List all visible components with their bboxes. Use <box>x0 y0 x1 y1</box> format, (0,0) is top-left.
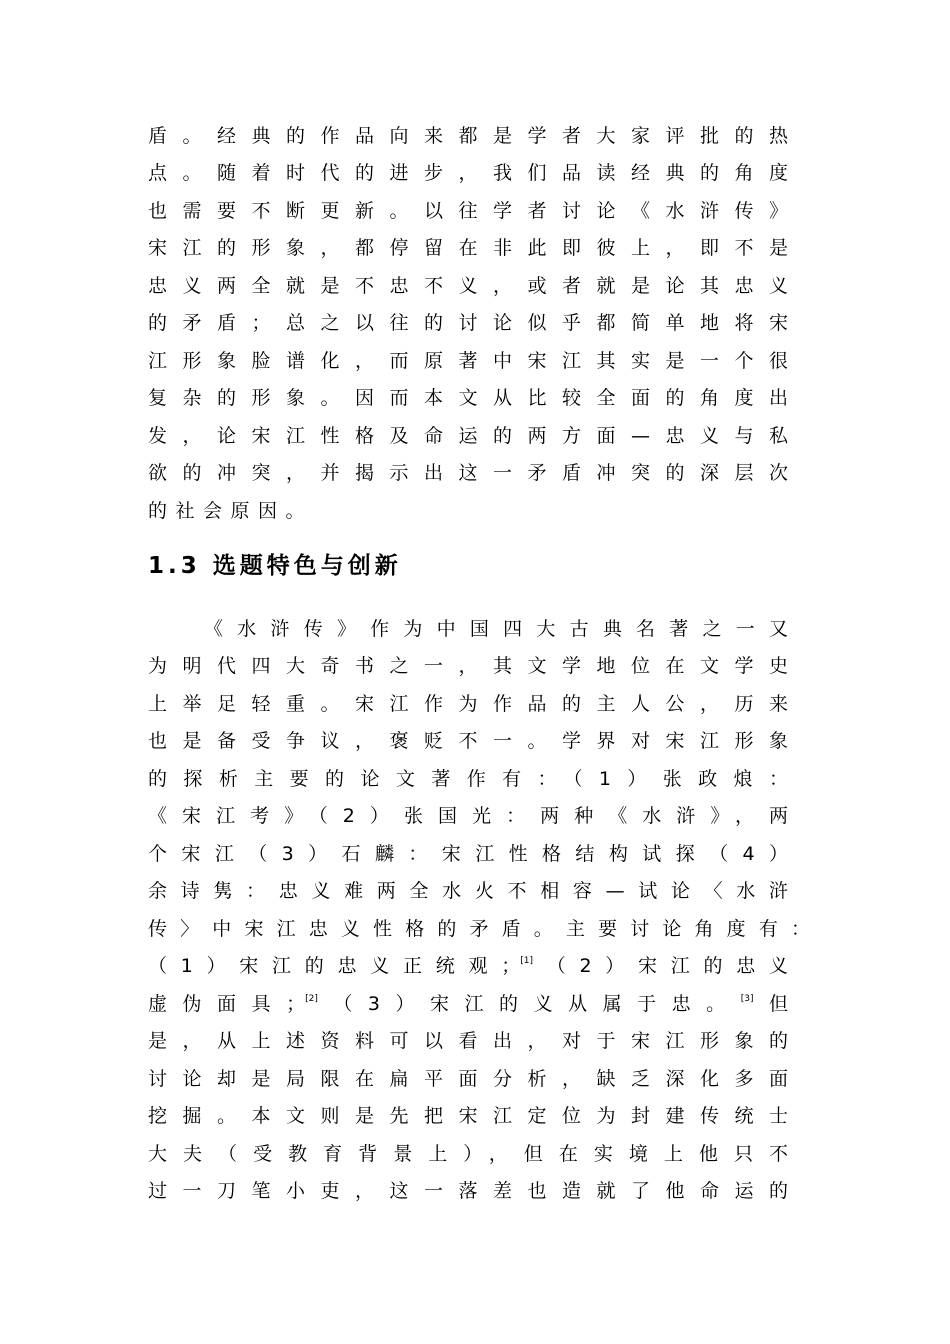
section-title: 选题特色与创新 <box>212 553 402 579</box>
paragraph-line: 点。随着时代的进步，我们品读经典的角度 <box>148 162 788 184</box>
paragraph-line: 忠义两全就是不忠不义，或者就是论其忠义 <box>148 275 788 297</box>
paragraph-line: 的矛盾；总之以往的讨论似乎都简单地将宋 <box>148 312 788 334</box>
paragraph-line: 盾。经典的作品向来都是学者大家评批的热 <box>148 125 788 147</box>
paragraph-line: 传〉中宋江忠义性格的矛盾。主要讨论角度有： <box>148 918 810 940</box>
paragraph-line: 个宋江（3）石麟：宋江性格结构试探（4） <box>148 843 788 865</box>
paragraph-line: 也是备受争议，褒贬不一。学界对宋江形象 <box>148 730 788 752</box>
text-run: 虚伪面具； <box>148 993 306 1015</box>
paragraph-line: 复杂的形象。因而本文从比较全面的角度出 <box>148 387 788 409</box>
text-run: （3）宋江的义从属于忠。 <box>317 993 741 1015</box>
text-run: （1）宋江的忠义正统观； <box>148 955 521 977</box>
paragraph-line: 《宋江考》（2）张国光：两种《水浒》，两 <box>148 805 788 827</box>
paragraph-line: 也需要不断更新。以往学者讨论《水浒传》 <box>148 200 788 222</box>
citation-ref: [3] <box>740 994 754 1004</box>
text-run: （2）宋江的忠义 <box>532 955 788 977</box>
section-heading <box>148 548 402 584</box>
paragraph-line: 的探析主要的论文著作有：（1）张政烺： <box>148 768 788 790</box>
paragraph-line: 《水浒传》作为中国四大古典名著之一又 <box>204 618 788 640</box>
paragraph-line: 挖掘。本文则是先把宋江定位为封建传统士 <box>148 1105 788 1127</box>
paragraph-line: 发，论宋江性格及命运的两方面—忠义与私 <box>148 425 788 447</box>
paragraph-line-with-citation <box>148 989 788 1019</box>
paragraph-line: 是，从上述资料可以看出，对于宋江形象的 <box>148 1030 788 1052</box>
paragraph-line: 讨论却是局限在扁平面分析，缺乏深化多面 <box>148 1068 788 1090</box>
citation-ref: [1] <box>520 956 533 966</box>
paragraph-line: 上举足轻重。宋江作为作品的主人公，历来 <box>148 693 788 715</box>
paragraph-line: 余诗隽：忠义难两全水火不相容—试论〈水浒 <box>148 880 788 902</box>
paragraph-line: 欲的冲突，并揭示出这一矛盾冲突的深层次 <box>148 462 788 484</box>
citation-ref: [2] <box>305 994 318 1004</box>
section-number: 1.3 <box>148 553 201 579</box>
paragraph-line: 为明代四大奇书之一，其文学地位在文学史 <box>148 655 788 677</box>
text-run: 但 <box>753 993 788 1015</box>
paragraph-line: 过一刀笔小吏，这一落差也造就了他命运的 <box>148 1180 788 1202</box>
paragraph-line: 宋江的形象，都停留在非此即彼上，即不是 <box>148 237 788 259</box>
paragraph-line: 江形象脸谱化，而原著中宋江其实是一个很 <box>148 350 788 372</box>
paragraph-line-with-citation <box>148 951 788 981</box>
paragraph-line: 大夫（受教育背景上），但在实境上他只不 <box>148 1143 788 1165</box>
paragraph-line: 的社会原因。 <box>148 500 314 522</box>
